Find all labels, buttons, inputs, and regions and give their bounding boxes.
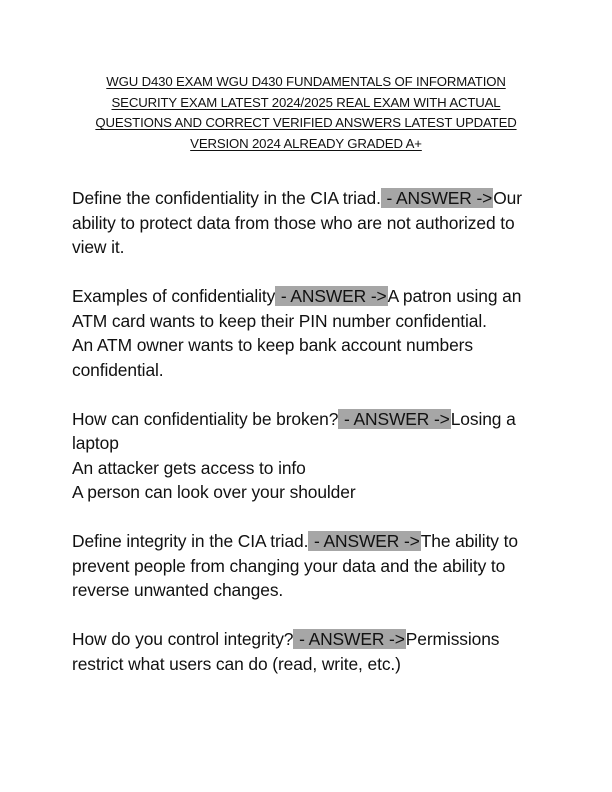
answer-text: A patron using an ATM card wants to keep their PIN number confidential.: [72, 286, 522, 331]
answer-text: Permissions restrict what users can do (read, write, etc.): [72, 629, 500, 674]
question-text: Define integrity in the CIA triad.: [72, 531, 309, 551]
qa-item: [72, 627, 542, 676]
qa-item: [72, 529, 542, 603]
qa-list: [72, 186, 542, 701]
answer-marker: - ANSWER ->: [309, 531, 420, 551]
answer-text: The ability to prevent people from changing your data and the ability to reverse unwanted changes.: [72, 531, 518, 600]
question-text: Examples of confidentiality: [72, 286, 276, 306]
answer-marker: - ANSWER ->: [294, 629, 405, 649]
answer-text: A person can look over your shoulder: [72, 482, 356, 502]
question-text: How do you control integrity?: [72, 629, 294, 649]
answer-text: Losing a laptop: [72, 408, 516, 453]
qa-item: [72, 284, 542, 382]
answer-text: Our ability to protect data from those who are not authorized to view it.: [72, 188, 522, 257]
answer-text: An ATM owner wants to keep bank account numbers confidential.: [72, 335, 473, 380]
qa-item: [72, 407, 542, 505]
question-text: How can confidentiality be broken?: [72, 408, 339, 429]
qa-item: [72, 186, 542, 260]
question-text: Define the confidentiality in the CIA triad.: [72, 188, 381, 208]
answer-marker: - ANSWER ->: [339, 408, 450, 429]
answer-marker: - ANSWER ->: [276, 286, 387, 306]
answer-marker: - ANSWER ->: [381, 188, 493, 208]
document-title: WGU D430 EXAM WGU D430 FUNDAMENTALS OF INFORMATION SECURITY EXAM LATEST 2024/2025 REAL EXAM WITH ACTUAL QUESTIONS AND CORRECT VERIFIED ANSWERS LATEST UPDATED VERSION 2024 ALREADY GRADED A+: [95, 74, 517, 151]
answer-text: An attacker gets access to info: [72, 457, 306, 478]
